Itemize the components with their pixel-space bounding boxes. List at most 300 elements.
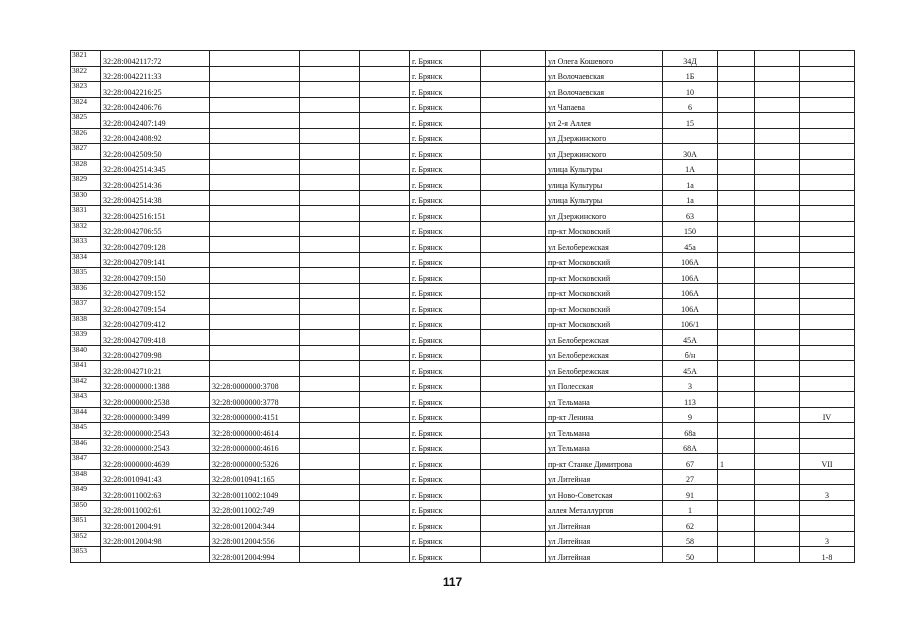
cadastral-number-2: [210, 314, 300, 330]
room-number: [800, 97, 855, 113]
page-number: 117: [442, 575, 463, 589]
empty-cell: [300, 376, 360, 392]
cadastral-number: 32:28:0042709:154: [101, 299, 210, 315]
empty-cell: [755, 159, 800, 175]
house-number: 68а: [663, 423, 718, 439]
cadastral-number-2: [210, 268, 300, 284]
empty-cell: [755, 516, 800, 532]
street-cell: пр-кт Станке Димитрова: [546, 454, 663, 470]
cadastral-number-2: [210, 361, 300, 377]
empty-cell: [755, 438, 800, 454]
city-cell: г. Брянск: [410, 485, 481, 501]
city-cell: г. Брянск: [410, 392, 481, 408]
row-number: 3823: [71, 82, 101, 98]
city-cell: г. Брянск: [410, 97, 481, 113]
street-cell: ул Белобережская: [546, 330, 663, 346]
street-cell: ул Волочаевская: [546, 66, 663, 82]
empty-cell: [755, 500, 800, 516]
empty-cell: [360, 500, 410, 516]
empty-cell: [481, 283, 546, 299]
table-row: [71, 314, 855, 330]
empty-cell: [481, 454, 546, 470]
city-cell: г. Брянск: [410, 128, 481, 144]
street-cell: ул Тельмана: [546, 438, 663, 454]
cadastral-number: 32:28:0042710:21: [101, 361, 210, 377]
house-number: 1А: [663, 159, 718, 175]
cadastral-number: 32:28:0042117:72: [101, 51, 210, 67]
empty-cell: [300, 438, 360, 454]
row-number: 3838: [71, 314, 101, 330]
empty-cell: [481, 531, 546, 547]
empty-cell: [481, 128, 546, 144]
room-number: [800, 330, 855, 346]
table-row: [71, 361, 855, 377]
empty-cell: [481, 547, 546, 563]
cadastral-number: 32:28:0000000:4639: [101, 454, 210, 470]
cadastral-number: 32:28:0011002:61: [101, 500, 210, 516]
room-number: [800, 175, 855, 191]
empty-cell: [481, 159, 546, 175]
house-number: 150: [663, 221, 718, 237]
room-number: [800, 361, 855, 377]
street-cell: пр-кт Московский: [546, 268, 663, 284]
empty-cell: [481, 82, 546, 98]
cadastral-number: 32:28:0042407:149: [101, 113, 210, 129]
cadastral-number-2: 32:28:0000000:4616: [210, 438, 300, 454]
street-cell: ул Дзержинского: [546, 144, 663, 160]
cadastral-number: 32:28:0042514:38: [101, 190, 210, 206]
extra-cell: [718, 128, 755, 144]
cadastral-number: 32:28:0000000:3499: [101, 407, 210, 423]
row-number: 3839: [71, 330, 101, 346]
cadastral-number: 32:28:0042706:55: [101, 221, 210, 237]
cadastral-number: 32:28:0042514:36: [101, 175, 210, 191]
table-row: [71, 97, 855, 113]
cadastral-number-2: [210, 206, 300, 222]
empty-cell: [481, 190, 546, 206]
street-cell: ул Чапаева: [546, 97, 663, 113]
cadastral-number-2: [210, 113, 300, 129]
city-cell: г. Брянск: [410, 469, 481, 485]
table-row: [71, 485, 855, 501]
table-row: [71, 345, 855, 361]
city-cell: г. Брянск: [410, 299, 481, 315]
extra-cell: [718, 516, 755, 532]
house-number: [663, 128, 718, 144]
row-number: 3844: [71, 407, 101, 423]
table-row: [71, 516, 855, 532]
cadastral-number: 32:28:0042709:150: [101, 268, 210, 284]
room-number: [800, 113, 855, 129]
house-number: 1а: [663, 190, 718, 206]
empty-cell: [481, 221, 546, 237]
empty-cell: [300, 144, 360, 160]
street-cell: ул 2-я Аллея: [546, 113, 663, 129]
city-cell: г. Брянск: [410, 144, 481, 160]
table-row: [71, 268, 855, 284]
house-number: 27: [663, 469, 718, 485]
house-number: 106А: [663, 252, 718, 268]
empty-cell: [360, 283, 410, 299]
row-number: 3833: [71, 237, 101, 253]
empty-cell: [481, 469, 546, 485]
house-number: 106/1: [663, 314, 718, 330]
empty-cell: [360, 51, 410, 67]
cadastral-number-2: [210, 299, 300, 315]
row-number: 3835: [71, 268, 101, 284]
house-number: 58: [663, 531, 718, 547]
cadastral-number: 32:28:0042216:25: [101, 82, 210, 98]
empty-cell: [300, 51, 360, 67]
empty-cell: [755, 454, 800, 470]
cadastral-number: 32:28:0042408:92: [101, 128, 210, 144]
street-cell: улица Культуры: [546, 175, 663, 191]
empty-cell: [360, 82, 410, 98]
street-cell: пр-кт Московский: [546, 221, 663, 237]
extra-cell: [718, 407, 755, 423]
room-number: [800, 376, 855, 392]
empty-cell: [755, 345, 800, 361]
empty-cell: [755, 128, 800, 144]
room-number: [800, 516, 855, 532]
row-number: 3832: [71, 221, 101, 237]
house-number: 50: [663, 547, 718, 563]
extra-cell: [718, 237, 755, 253]
house-number: 15: [663, 113, 718, 129]
table-body: [71, 51, 855, 563]
extra-cell: [718, 438, 755, 454]
row-number: 3842: [71, 376, 101, 392]
house-number: 45а: [663, 237, 718, 253]
cadastral-number-2: [210, 330, 300, 346]
empty-cell: [755, 268, 800, 284]
street-cell: улица Культуры: [546, 159, 663, 175]
house-number: 9: [663, 407, 718, 423]
cadastral-number-2: [210, 252, 300, 268]
city-cell: г. Брянск: [410, 314, 481, 330]
empty-cell: [481, 252, 546, 268]
city-cell: г. Брянск: [410, 221, 481, 237]
cadastral-number: 32:28:0042709:412: [101, 314, 210, 330]
extra-cell: [718, 283, 755, 299]
street-cell: ул Белобережская: [546, 345, 663, 361]
extra-cell: [718, 299, 755, 315]
empty-cell: [755, 51, 800, 67]
row-number: 3831: [71, 206, 101, 222]
empty-cell: [481, 66, 546, 82]
extra-cell: [718, 66, 755, 82]
room-number: [800, 221, 855, 237]
street-cell: ул Литейная: [546, 531, 663, 547]
row-number: 3837: [71, 299, 101, 315]
empty-cell: [300, 423, 360, 439]
cadastral-number-2: 32:28:0000000:4151: [210, 407, 300, 423]
empty-cell: [360, 485, 410, 501]
table-row: [71, 330, 855, 346]
empty-cell: [755, 314, 800, 330]
cadastral-number-2: 32:28:0012004:994: [210, 547, 300, 563]
extra-cell: [718, 376, 755, 392]
street-cell: пр-кт Ленина: [546, 407, 663, 423]
extra-cell: [718, 423, 755, 439]
cadastral-number: 32:28:0000000:2543: [101, 438, 210, 454]
city-cell: г. Брянск: [410, 500, 481, 516]
empty-cell: [481, 299, 546, 315]
empty-cell: [300, 299, 360, 315]
street-cell: ул Ново-Советская: [546, 485, 663, 501]
extra-cell: [718, 531, 755, 547]
empty-cell: [360, 175, 410, 191]
empty-cell: [360, 547, 410, 563]
empty-cell: [300, 330, 360, 346]
empty-cell: [481, 268, 546, 284]
empty-cell: [300, 237, 360, 253]
extra-cell: [718, 206, 755, 222]
city-cell: г. Брянск: [410, 237, 481, 253]
extra-cell: [718, 345, 755, 361]
room-number: 3: [800, 485, 855, 501]
empty-cell: [300, 407, 360, 423]
empty-cell: [481, 175, 546, 191]
extra-cell: [718, 485, 755, 501]
room-number: [800, 237, 855, 253]
empty-cell: [481, 516, 546, 532]
row-number: 3822: [71, 66, 101, 82]
house-number: 106А: [663, 268, 718, 284]
room-number: [800, 190, 855, 206]
empty-cell: [755, 376, 800, 392]
city-cell: г. Брянск: [410, 454, 481, 470]
table-row: [71, 283, 855, 299]
empty-cell: [755, 190, 800, 206]
table-row: [71, 454, 855, 470]
empty-cell: [360, 221, 410, 237]
table-row: [71, 175, 855, 191]
empty-cell: [755, 531, 800, 547]
extra-cell: [718, 144, 755, 160]
empty-cell: [755, 144, 800, 160]
empty-cell: [481, 330, 546, 346]
city-cell: г. Брянск: [410, 82, 481, 98]
row-number: 3845: [71, 423, 101, 439]
cadastral-number: 32:28:0042709:98: [101, 345, 210, 361]
house-number: 1Б: [663, 66, 718, 82]
cadastral-number-2: 32:28:0010941:165: [210, 469, 300, 485]
table-row: [71, 66, 855, 82]
empty-cell: [481, 392, 546, 408]
empty-cell: [755, 252, 800, 268]
empty-cell: [755, 221, 800, 237]
empty-cell: [360, 438, 410, 454]
empty-cell: [360, 113, 410, 129]
table-row: [71, 237, 855, 253]
cadastral-number: 32:28:0011002:63: [101, 485, 210, 501]
empty-cell: [360, 345, 410, 361]
extra-cell: [718, 97, 755, 113]
row-number: 3848: [71, 469, 101, 485]
empty-cell: [360, 190, 410, 206]
cadastral-number: 32:28:0042406:76: [101, 97, 210, 113]
house-number: 1: [663, 500, 718, 516]
house-number: 34Д: [663, 51, 718, 67]
empty-cell: [360, 206, 410, 222]
empty-cell: [300, 175, 360, 191]
empty-cell: [360, 531, 410, 547]
empty-cell: [481, 345, 546, 361]
house-number: 63: [663, 206, 718, 222]
cadastral-number: 32:28:0000000:2538: [101, 392, 210, 408]
street-cell: ул Волочаевская: [546, 82, 663, 98]
cadastral-number: 32:28:0042709:128: [101, 237, 210, 253]
table-row: [71, 206, 855, 222]
cadastral-number-2: [210, 51, 300, 67]
cadastral-number-2: 32:28:0011002:1049: [210, 485, 300, 501]
empty-cell: [481, 423, 546, 439]
empty-cell: [300, 469, 360, 485]
cadastral-number-2: [210, 144, 300, 160]
empty-cell: [481, 314, 546, 330]
table-row: [71, 469, 855, 485]
table-row: [71, 376, 855, 392]
house-number: 68А: [663, 438, 718, 454]
room-number: [800, 252, 855, 268]
room-number: [800, 283, 855, 299]
table-row: [71, 500, 855, 516]
table-row: [71, 128, 855, 144]
cadastral-number: 32:28:0010941:43: [101, 469, 210, 485]
empty-cell: [300, 392, 360, 408]
table-row: [71, 221, 855, 237]
empty-cell: [755, 392, 800, 408]
room-number: [800, 469, 855, 485]
empty-cell: [755, 299, 800, 315]
row-number: 3849: [71, 485, 101, 501]
city-cell: г. Брянск: [410, 361, 481, 377]
extra-cell: [718, 51, 755, 67]
cadastral-number-2: [210, 221, 300, 237]
empty-cell: [300, 516, 360, 532]
city-cell: г. Брянск: [410, 547, 481, 563]
row-number: 3834: [71, 252, 101, 268]
row-number: 3821: [71, 51, 101, 67]
street-cell: ул Тельмана: [546, 423, 663, 439]
city-cell: г. Брянск: [410, 113, 481, 129]
cadastral-number-2: [210, 237, 300, 253]
city-cell: г. Брянск: [410, 51, 481, 67]
empty-cell: [755, 469, 800, 485]
row-number: 3825: [71, 113, 101, 129]
empty-cell: [360, 454, 410, 470]
empty-cell: [755, 82, 800, 98]
empty-cell: [481, 113, 546, 129]
street-cell: пр-кт Московский: [546, 283, 663, 299]
city-cell: г. Брянск: [410, 407, 481, 423]
house-number: 62: [663, 516, 718, 532]
empty-cell: [300, 252, 360, 268]
room-number: [800, 423, 855, 439]
room-number: [800, 128, 855, 144]
city-cell: г. Брянск: [410, 376, 481, 392]
cadastral-number-2: [210, 66, 300, 82]
empty-cell: [360, 407, 410, 423]
empty-cell: [360, 314, 410, 330]
city-cell: г. Брянск: [410, 330, 481, 346]
row-number: 3836: [71, 283, 101, 299]
empty-cell: [481, 144, 546, 160]
cadastral-number-2: 32:28:0000000:3778: [210, 392, 300, 408]
empty-cell: [300, 283, 360, 299]
extra-cell: [718, 113, 755, 129]
empty-cell: [360, 97, 410, 113]
empty-cell: [755, 283, 800, 299]
cadastral-number: 32:28:0042709:418: [101, 330, 210, 346]
cadastral-number-2: 32:28:0012004:344: [210, 516, 300, 532]
cadastral-number: 32:28:0012004:98: [101, 531, 210, 547]
empty-cell: [755, 113, 800, 129]
cadastral-number-2: 32:28:0000000:4614: [210, 423, 300, 439]
empty-cell: [481, 500, 546, 516]
empty-cell: [755, 423, 800, 439]
street-cell: ул Литейная: [546, 516, 663, 532]
street-cell: улица Культуры: [546, 190, 663, 206]
empty-cell: [360, 144, 410, 160]
table-row: [71, 299, 855, 315]
street-cell: ул Дзержинского: [546, 128, 663, 144]
cadastral-number-2: [210, 283, 300, 299]
extra-cell: [718, 392, 755, 408]
row-number: 3828: [71, 159, 101, 175]
empty-cell: [481, 438, 546, 454]
street-cell: ул Дзержинского: [546, 206, 663, 222]
empty-cell: [755, 66, 800, 82]
empty-cell: [360, 423, 410, 439]
empty-cell: [481, 51, 546, 67]
empty-cell: [300, 454, 360, 470]
extra-cell: [718, 190, 755, 206]
street-cell: ул Олега Кошевого: [546, 51, 663, 67]
cadastral-number: 32:28:0042509:50: [101, 144, 210, 160]
table-row: [71, 159, 855, 175]
city-cell: г. Брянск: [410, 516, 481, 532]
empty-cell: [755, 330, 800, 346]
empty-cell: [755, 175, 800, 191]
house-number: 30А: [663, 144, 718, 160]
cadastral-number: 32:28:0042514:345: [101, 159, 210, 175]
extra-cell: [718, 361, 755, 377]
extra-cell: [718, 469, 755, 485]
row-number: 3840: [71, 345, 101, 361]
empty-cell: [755, 361, 800, 377]
city-cell: г. Брянск: [410, 283, 481, 299]
empty-cell: [481, 485, 546, 501]
empty-cell: [300, 531, 360, 547]
house-number: 1а: [663, 175, 718, 191]
empty-cell: [360, 268, 410, 284]
empty-cell: [300, 345, 360, 361]
table-row: [71, 392, 855, 408]
empty-cell: [755, 206, 800, 222]
city-cell: г. Брянск: [410, 438, 481, 454]
empty-cell: [481, 97, 546, 113]
house-number: 3: [663, 376, 718, 392]
city-cell: г. Брянск: [410, 159, 481, 175]
row-number: 3827: [71, 144, 101, 160]
room-number: [800, 392, 855, 408]
table-row: [71, 51, 855, 67]
row-number: 3830: [71, 190, 101, 206]
cadastral-number: 32:28:0042211:33: [101, 66, 210, 82]
table-row: [71, 113, 855, 129]
